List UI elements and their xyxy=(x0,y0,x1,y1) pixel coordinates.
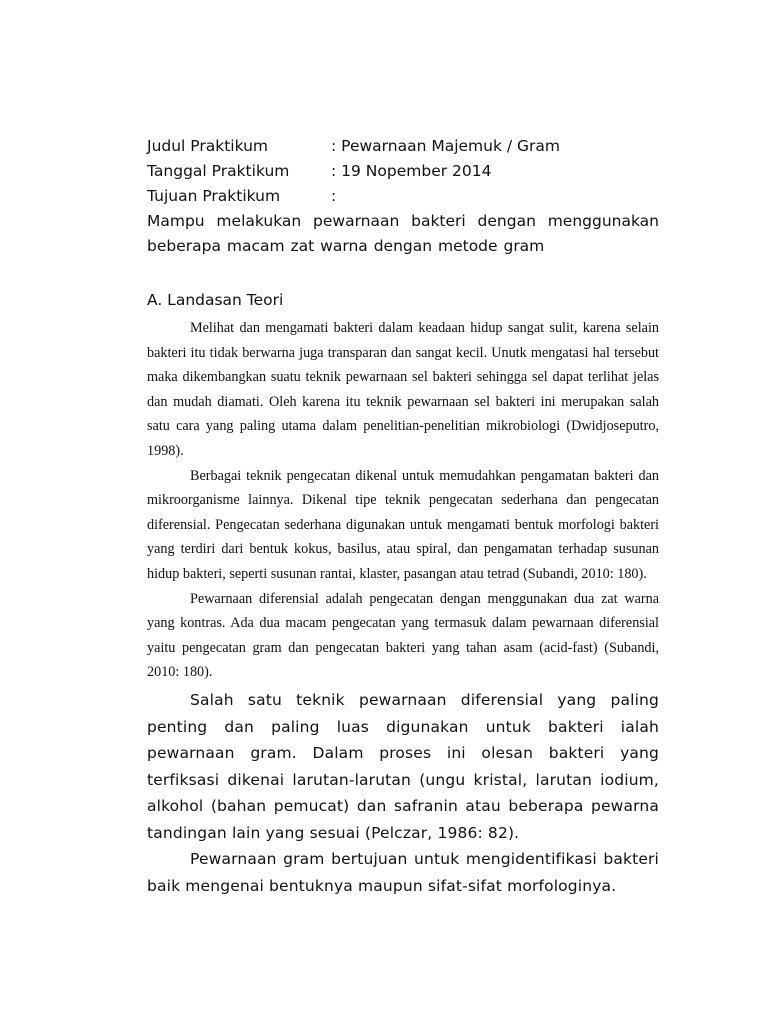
tujuan-text: Mampu melakukan pewarnaan bakteri dengan menggunakan beberapa macam zat warna dengan metode gram xyxy=(147,212,659,255)
paragraph-2: Berbagai teknik pengecatan dikenal untuk memudahkan pengamatan bakteri dan mikroorganisme lainnya. Dikenal tipe teknik pengecatan sederhana dan pengecatan diferensial. Pengecatan sederhana digunakan untuk mengamati bentuk morfologi bakteri yang terdiri dari bentuk kokus, basilus, atau spiral, dan pengamatan terhadap susunan hidup bakteri, seperti susunan rantai, klaster, pasangan atau tetrad (Subandi, 2010: 180). xyxy=(147,467,659,582)
paragraph-3: Pewarnaan diferensial adalah pengecatan dengan menggunakan dua zat warna yang kontras. Ada dua macam pengecatan yang termasuk dalam pewarnaan diferensial yaitu pengecatan gram dan pengecatan bakteri yang tahan asam (acid-fast) (Subandi, 2010: 180). xyxy=(147,590,659,681)
tujuan-row xyxy=(147,184,659,209)
judul-label: Judul Praktikum xyxy=(147,137,269,155)
paragraph-1: Melihat dan mengamati bakteri dalam keadaan hidup sangat sulit, karena selain bakteri itu tidak berwarna juga transparan dan sangat kecil. Unutk mengatasi hal tersebut maka dikembangkan suatu teknik pewarnaan sel bakteri sehingga sel dapat terlihat jelas dan mudah diamati. Oleh karena itu teknik pewarnaan sel bakteri ini merupakan salah satu cara yang paling utama dalam penelitian-penelitian mikrobiologi (Dwidjoseputro, 1998). xyxy=(147,320,659,459)
tujuan-value: : xyxy=(331,187,337,205)
tanggal-label: Tanggal Praktikum xyxy=(147,162,290,180)
judul-row xyxy=(147,134,659,159)
paragraph-4: Salah satu teknik pewarnaan diferensial yang paling penting dan paling luas digunakan untuk bakteri ialah pewarnaan gram. Dalam proses ini olesan bakteri yang terfiksasi dikenai larutan-larutan (ungu kristal, larutan iodium, alkohol (bahan pemucat) dan safranin atau beberapa pewarna tandingan lain yang sesuai (Pelczar, 1986: 82). xyxy=(147,690,659,842)
tujuan-label: Tujuan Praktikum xyxy=(147,187,281,205)
paragraph-5: Pewarnaan gram bertujuan untuk mengidentifikasi bakteri baik mengenai bentuknya maupun sifat-sifat morfologinya. xyxy=(147,850,659,896)
section-title: A. Landasan Teori xyxy=(147,291,284,309)
document-body xyxy=(147,134,659,900)
tanggal-row xyxy=(147,159,659,184)
judul-value: : Pewarnaan Majemuk / Gram xyxy=(331,137,560,155)
tanggal-value: : 19 Nopember 2014 xyxy=(331,162,492,180)
